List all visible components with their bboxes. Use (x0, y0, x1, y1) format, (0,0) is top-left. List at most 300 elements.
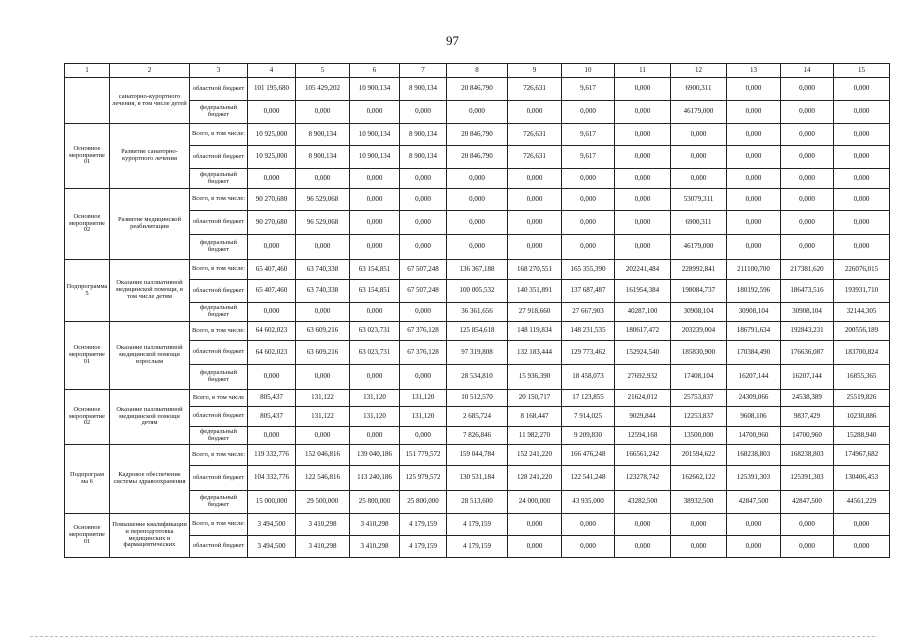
amount-cell: 8 900,134 (296, 146, 350, 169)
funding-source-cell: Всего, в том числе: (190, 124, 248, 146)
amount-cell: 0,000 (727, 211, 781, 235)
amount-cell: 36 361,656 (447, 303, 508, 322)
amount-cell: 10230,886 (834, 407, 890, 427)
amount-cell: 0,000 (400, 365, 447, 390)
amount-cell: 180192,596 (727, 280, 781, 303)
funding-source-cell: Всего, в том числе: (190, 445, 248, 466)
amount-cell: 137 687,487 (562, 280, 615, 303)
amount-cell: 0,000 (350, 303, 400, 322)
amount-cell: 21624,012 (615, 390, 671, 407)
funding-source-cell: Всего, в том числе: (190, 514, 248, 536)
amount-cell: 0,000 (447, 101, 508, 124)
amount-cell: 11 982,270 (508, 427, 562, 445)
amount-cell: 43282,500 (615, 491, 671, 514)
amount-cell: 90 270,680 (248, 211, 296, 235)
amount-cell: 217381,620 (781, 260, 834, 280)
amount-cell: 0,000 (562, 514, 615, 536)
amount-cell: 726,631 (508, 124, 562, 146)
amount-cell: 4 179,159 (447, 514, 508, 536)
amount-cell: 28 513,600 (447, 491, 508, 514)
amount-cell: 726,631 (508, 146, 562, 169)
amount-cell: 0,000 (834, 146, 890, 169)
table-row (65, 189, 890, 211)
amount-cell: 8 168,447 (508, 407, 562, 427)
amount-cell: 0,000 (727, 78, 781, 101)
funding-source-cell: областной бюджет (190, 280, 248, 303)
table-row (65, 124, 890, 146)
program-level-cell: Подпрограмма 5 (65, 260, 110, 322)
amount-cell: 0,000 (834, 211, 890, 235)
column-number: 5 (296, 64, 350, 78)
amount-cell: 168238,803 (781, 445, 834, 466)
amount-cell: 131,120 (350, 390, 400, 407)
amount-cell: 25519,826 (834, 390, 890, 407)
table-body (65, 64, 890, 558)
amount-cell: 0,000 (296, 101, 350, 124)
amount-cell: 186473,516 (781, 280, 834, 303)
amount-cell: 0,000 (834, 169, 890, 189)
amount-cell: 132 183,444 (508, 341, 562, 365)
amount-cell: 0,000 (671, 536, 727, 558)
amount-cell: 180617,472 (615, 322, 671, 341)
amount-cell: 13500,000 (671, 427, 727, 445)
funding-source-cell: областной бюджет (190, 78, 248, 101)
amount-cell: 30908,104 (671, 303, 727, 322)
table-row (65, 390, 890, 407)
amount-cell: 202241,484 (615, 260, 671, 280)
amount-cell: 0,000 (834, 536, 890, 558)
amount-cell: 0,000 (350, 427, 400, 445)
amount-cell: 0,000 (671, 169, 727, 189)
amount-cell: 0,000 (615, 169, 671, 189)
amount-cell: 125391,303 (727, 466, 781, 491)
funding-source-cell: областной бюджет (190, 407, 248, 427)
amount-cell: 63 154,851 (350, 260, 400, 280)
amount-cell: 200556,189 (834, 322, 890, 341)
amount-cell: 0,000 (727, 536, 781, 558)
amount-cell: 0,000 (350, 211, 400, 235)
amount-cell: 8 900,134 (400, 146, 447, 169)
amount-cell: 30908,104 (781, 303, 834, 322)
amount-cell: 0,000 (447, 211, 508, 235)
funding-source-cell: Всего, в том числе: (190, 189, 248, 211)
amount-cell: 0,000 (615, 235, 671, 260)
amount-cell: 0,000 (508, 514, 562, 536)
amount-cell: 0,000 (400, 189, 447, 211)
amount-cell: 7 826,846 (447, 427, 508, 445)
amount-cell: 0,000 (834, 124, 890, 146)
amount-cell: 0,000 (508, 189, 562, 211)
column-number: 8 (447, 64, 508, 78)
amount-cell: 152 046,816 (296, 445, 350, 466)
amount-cell: 0,000 (727, 124, 781, 146)
amount-cell: 0,000 (562, 101, 615, 124)
column-number-row (65, 64, 890, 78)
amount-cell: 0,000 (400, 427, 447, 445)
amount-cell: 3 410,298 (296, 536, 350, 558)
amount-cell: 226076,015 (834, 260, 890, 280)
column-number: 13 (727, 64, 781, 78)
amount-cell: 64 602,023 (248, 341, 296, 365)
funding-source-cell: Всего, в том числе (190, 390, 248, 407)
amount-cell: 0,000 (727, 514, 781, 536)
amount-cell: 0,000 (781, 146, 834, 169)
table-row (65, 322, 890, 341)
amount-cell: 14700,960 (781, 427, 834, 445)
amount-cell: 9029,844 (615, 407, 671, 427)
amount-cell: 0,000 (727, 101, 781, 124)
amount-cell: 0,000 (296, 427, 350, 445)
program-title-cell: Оказание паллиативной медицинской помощи, в том числе детям (110, 260, 190, 322)
program-title-cell: Развитие санаторно-курортного лечения (110, 124, 190, 189)
amount-cell: 67 507,248 (400, 280, 447, 303)
amount-cell: 0,000 (615, 189, 671, 211)
column-number: 1 (65, 64, 110, 78)
amount-cell: 63 740,338 (296, 280, 350, 303)
amount-cell: 0,000 (400, 101, 447, 124)
amount-cell: 0,000 (727, 189, 781, 211)
amount-cell: 0,000 (615, 124, 671, 146)
amount-cell: 8 900,134 (400, 78, 447, 101)
amount-cell: 162662,122 (671, 466, 727, 491)
amount-cell: 131,122 (296, 390, 350, 407)
amount-cell: 0,000 (447, 235, 508, 260)
table-row (65, 260, 890, 280)
amount-cell: 193931,710 (834, 280, 890, 303)
column-number: 6 (350, 64, 400, 78)
amount-cell: 0,000 (834, 78, 890, 101)
page-number: 97 (446, 33, 459, 48)
funding-source-cell: областной бюджет (190, 466, 248, 491)
amount-cell: 152 241,220 (508, 445, 562, 466)
amount-cell: 25 800,000 (350, 491, 400, 514)
funding-source-cell: Всего, в том числе: (190, 260, 248, 280)
funding-source-cell: областной бюджет (190, 211, 248, 235)
funding-source-cell: федеральный бюджет (190, 235, 248, 260)
amount-cell: 148 231,535 (562, 322, 615, 341)
amount-cell: 0,000 (400, 303, 447, 322)
program-title-cell: Повышение квалификации и переподготовка медицинских и фармацевтических (110, 514, 190, 558)
column-number: 12 (671, 64, 727, 78)
amount-cell: 0,000 (615, 78, 671, 101)
table-row (65, 78, 890, 101)
amount-cell: 0,000 (447, 169, 508, 189)
amount-cell: 65 407,460 (248, 260, 296, 280)
amount-cell: 0,000 (296, 365, 350, 390)
amount-cell: 0,000 (400, 169, 447, 189)
amount-cell: 17408,104 (671, 365, 727, 390)
amount-cell: 131,120 (350, 407, 400, 427)
amount-cell: 136 367,188 (447, 260, 508, 280)
amount-cell: 159 044,784 (447, 445, 508, 466)
amount-cell: 6900,311 (671, 211, 727, 235)
funding-source-cell: федеральный бюджет (190, 365, 248, 390)
page-bottom-edge (30, 636, 875, 638)
amount-cell: 0,000 (248, 365, 296, 390)
funding-source-cell: федеральный бюджет (190, 427, 248, 445)
amount-cell: 165 355,390 (562, 260, 615, 280)
funding-source-cell: Всего, в том числе: (190, 322, 248, 341)
amount-cell: 203239,004 (671, 322, 727, 341)
amount-cell: 15 000,000 (248, 491, 296, 514)
amount-cell: 0,000 (562, 169, 615, 189)
column-number: 11 (615, 64, 671, 78)
amount-cell: 20 846,790 (447, 146, 508, 169)
amount-cell: 0,000 (781, 169, 834, 189)
amount-cell: 0,000 (615, 536, 671, 558)
amount-cell: 805,437 (248, 407, 296, 427)
amount-cell: 0,000 (781, 536, 834, 558)
amount-cell: 726,631 (508, 78, 562, 101)
amount-cell: 151 779,572 (400, 445, 447, 466)
amount-cell: 183700,824 (834, 341, 890, 365)
amount-cell: 9,617 (562, 124, 615, 146)
amount-cell: 3 410,298 (350, 514, 400, 536)
program-title-cell: санаторно-курортного лечения, в том числе детей (110, 78, 190, 124)
amount-cell: 129 773,462 (562, 341, 615, 365)
amount-cell: 148 119,834 (508, 322, 562, 341)
amount-cell: 119 332,776 (248, 445, 296, 466)
amount-cell: 9,617 (562, 146, 615, 169)
amount-cell: 0,000 (296, 169, 350, 189)
table-row (65, 514, 890, 536)
column-number: 14 (781, 64, 834, 78)
budget-table (64, 63, 890, 558)
amount-cell: 3 494,500 (248, 514, 296, 536)
amount-cell: 25 800,000 (400, 491, 447, 514)
amount-cell: 20 846,790 (447, 78, 508, 101)
amount-cell: 96 529,068 (296, 211, 350, 235)
amount-cell: 0,000 (615, 101, 671, 124)
amount-cell: 0,000 (350, 365, 400, 390)
amount-cell: 198084,737 (671, 280, 727, 303)
program-level-cell: Основное мероприятие 01 (65, 124, 110, 189)
program-title-cell: Развитие медицинской реабилитации (110, 189, 190, 260)
amount-cell: 42847,500 (727, 491, 781, 514)
amount-cell: 186791,634 (727, 322, 781, 341)
amount-cell: 0,000 (562, 189, 615, 211)
amount-cell: 0,000 (834, 101, 890, 124)
amount-cell: 44561,229 (834, 491, 890, 514)
amount-cell: 32144,305 (834, 303, 890, 322)
amount-cell: 3 494,500 (248, 536, 296, 558)
amount-cell: 27692,932 (615, 365, 671, 390)
amount-cell: 46179,000 (671, 101, 727, 124)
amount-cell: 228992,841 (671, 260, 727, 280)
amount-cell: 0,000 (727, 169, 781, 189)
amount-cell: 63 609,216 (296, 341, 350, 365)
amount-cell: 63 023,731 (350, 322, 400, 341)
amount-cell: 0,000 (248, 101, 296, 124)
amount-cell: 0,000 (350, 169, 400, 189)
amount-cell: 101 195,680 (248, 78, 296, 101)
amount-cell: 9837,429 (781, 407, 834, 427)
amount-cell: 24 000,000 (508, 491, 562, 514)
amount-cell: 201594,622 (671, 445, 727, 466)
amount-cell: 123278,742 (615, 466, 671, 491)
column-number: 9 (508, 64, 562, 78)
amount-cell: 0,000 (727, 235, 781, 260)
amount-cell: 130 531,184 (447, 466, 508, 491)
amount-cell: 0,000 (671, 514, 727, 536)
amount-cell: 10 512,570 (447, 390, 508, 407)
column-number: 3 (190, 64, 248, 78)
amount-cell: 0,000 (562, 211, 615, 235)
column-number: 15 (834, 64, 890, 78)
amount-cell: 4 179,159 (400, 536, 447, 558)
amount-cell: 40287,100 (615, 303, 671, 322)
amount-cell: 140 351,891 (508, 280, 562, 303)
amount-cell: 8 900,134 (400, 124, 447, 146)
amount-cell: 0,000 (447, 189, 508, 211)
program-level-cell: Основное мероприятие 01 (65, 514, 110, 558)
amount-cell: 211100,700 (727, 260, 781, 280)
column-number: 4 (248, 64, 296, 78)
amount-cell: 168238,803 (727, 445, 781, 466)
amount-cell: 185830,900 (671, 341, 727, 365)
amount-cell: 38932,500 (671, 491, 727, 514)
funding-source-cell: федеральный бюджет (190, 169, 248, 189)
amount-cell: 0,000 (834, 189, 890, 211)
amount-cell: 10 900,134 (350, 146, 400, 169)
amount-cell: 67 376,128 (400, 322, 447, 341)
amount-cell: 97 319,808 (447, 341, 508, 365)
column-number: 10 (562, 64, 615, 78)
amount-cell: 0,000 (508, 211, 562, 235)
amount-cell: 166561,242 (615, 445, 671, 466)
amount-cell: 0,000 (781, 235, 834, 260)
amount-cell: 0,000 (727, 146, 781, 169)
amount-cell: 0,000 (834, 514, 890, 536)
amount-cell: 805,437 (248, 390, 296, 407)
amount-cell: 139 040,186 (350, 445, 400, 466)
amount-cell: 53079,311 (671, 189, 727, 211)
program-level-cell: Подпрограм ма 6 (65, 445, 110, 514)
amount-cell: 130406,453 (834, 466, 890, 491)
amount-cell: 27 918,660 (508, 303, 562, 322)
amount-cell: 0,000 (781, 101, 834, 124)
amount-cell: 16207,144 (781, 365, 834, 390)
amount-cell: 18 458,073 (562, 365, 615, 390)
program-level-cell: Основное мероприятие 02 (65, 189, 110, 260)
amount-cell: 30908,104 (727, 303, 781, 322)
amount-cell: 0,000 (350, 101, 400, 124)
amount-cell: 63 609,216 (296, 322, 350, 341)
amount-cell: 0,000 (400, 235, 447, 260)
amount-cell: 96 529,068 (296, 189, 350, 211)
program-level-cell: Основное мероприятие 01 (65, 322, 110, 390)
amount-cell: 0,000 (248, 427, 296, 445)
amount-cell: 113 240,186 (350, 466, 400, 491)
amount-cell: 9608,106 (727, 407, 781, 427)
amount-cell: 64 602,023 (248, 322, 296, 341)
amount-cell: 170384,490 (727, 341, 781, 365)
funding-source-cell: областной бюджет (190, 146, 248, 169)
amount-cell: 0,000 (508, 235, 562, 260)
amount-cell: 29 500,000 (296, 491, 350, 514)
amount-cell: 105 429,202 (296, 78, 350, 101)
funding-source-cell: федеральный бюджет (190, 491, 248, 514)
amount-cell: 10 925,000 (248, 124, 296, 146)
amount-cell: 176636,087 (781, 341, 834, 365)
amount-cell: 0,000 (562, 536, 615, 558)
amount-cell: 0,000 (781, 514, 834, 536)
amount-cell: 17 123,855 (562, 390, 615, 407)
amount-cell: 104 332,776 (248, 466, 296, 491)
amount-cell: 12594,168 (615, 427, 671, 445)
amount-cell: 122 546,816 (296, 466, 350, 491)
funding-source-cell: областной бюджет (190, 536, 248, 558)
amount-cell: 15288,940 (834, 427, 890, 445)
amount-cell: 10 900,134 (350, 124, 400, 146)
amount-cell: 0,000 (508, 101, 562, 124)
amount-cell: 63 740,338 (296, 260, 350, 280)
amount-cell: 67 507,248 (400, 260, 447, 280)
amount-cell: 0,000 (781, 189, 834, 211)
amount-cell: 63 154,851 (350, 280, 400, 303)
amount-cell: 0,000 (508, 169, 562, 189)
amount-cell: 0,000 (671, 146, 727, 169)
amount-cell: 0,000 (400, 211, 447, 235)
amount-cell: 0,000 (296, 235, 350, 260)
amount-cell: 6900,311 (671, 78, 727, 101)
table-row (65, 445, 890, 466)
amount-cell: 9 209,830 (562, 427, 615, 445)
column-number: 7 (400, 64, 447, 78)
amount-cell: 14700,960 (727, 427, 781, 445)
amount-cell: 161954,384 (615, 280, 671, 303)
funding-source-cell: областной бюджет (190, 341, 248, 365)
amount-cell: 100 005,532 (447, 280, 508, 303)
amount-cell: 0,000 (248, 169, 296, 189)
amount-cell: 2 685,724 (447, 407, 508, 427)
amount-cell: 24538,389 (781, 390, 834, 407)
amount-cell: 131,120 (400, 407, 447, 427)
amount-cell: 0,000 (615, 211, 671, 235)
amount-cell: 46179,000 (671, 235, 727, 260)
amount-cell: 15 936,390 (508, 365, 562, 390)
amount-cell: 10 925,000 (248, 146, 296, 169)
amount-cell: 67 376,128 (400, 341, 447, 365)
amount-cell: 20 150,717 (508, 390, 562, 407)
amount-cell: 43 935,000 (562, 491, 615, 514)
amount-cell: 3 410,298 (350, 536, 400, 558)
program-title-cell: Кадровое обеспечение системы здравоохранения (110, 445, 190, 514)
amount-cell: 12253,837 (671, 407, 727, 427)
amount-cell: 0,000 (671, 124, 727, 146)
amount-cell: 28 534,810 (447, 365, 508, 390)
amount-cell: 0,000 (562, 235, 615, 260)
amount-cell: 42847,500 (781, 491, 834, 514)
amount-cell: 174967,682 (834, 445, 890, 466)
program-title-cell: Оказание паллиативной медицинской помощи взрослым (110, 322, 190, 390)
amount-cell: 0,000 (781, 78, 834, 101)
amount-cell: 0,000 (508, 536, 562, 558)
amount-cell: 0,000 (350, 189, 400, 211)
amount-cell: 65 407,460 (248, 280, 296, 303)
column-number: 2 (110, 64, 190, 78)
amount-cell: 20 846,790 (447, 124, 508, 146)
amount-cell: 125391,303 (781, 466, 834, 491)
funding-source-cell: федеральный бюджет (190, 303, 248, 322)
amount-cell: 166 476,248 (562, 445, 615, 466)
amount-cell: 10 900,134 (350, 78, 400, 101)
amount-cell: 3 410,298 (296, 514, 350, 536)
amount-cell: 4 179,159 (447, 536, 508, 558)
amount-cell: 16207,144 (727, 365, 781, 390)
amount-cell: 8 900,134 (296, 124, 350, 146)
amount-cell: 192843,231 (781, 322, 834, 341)
